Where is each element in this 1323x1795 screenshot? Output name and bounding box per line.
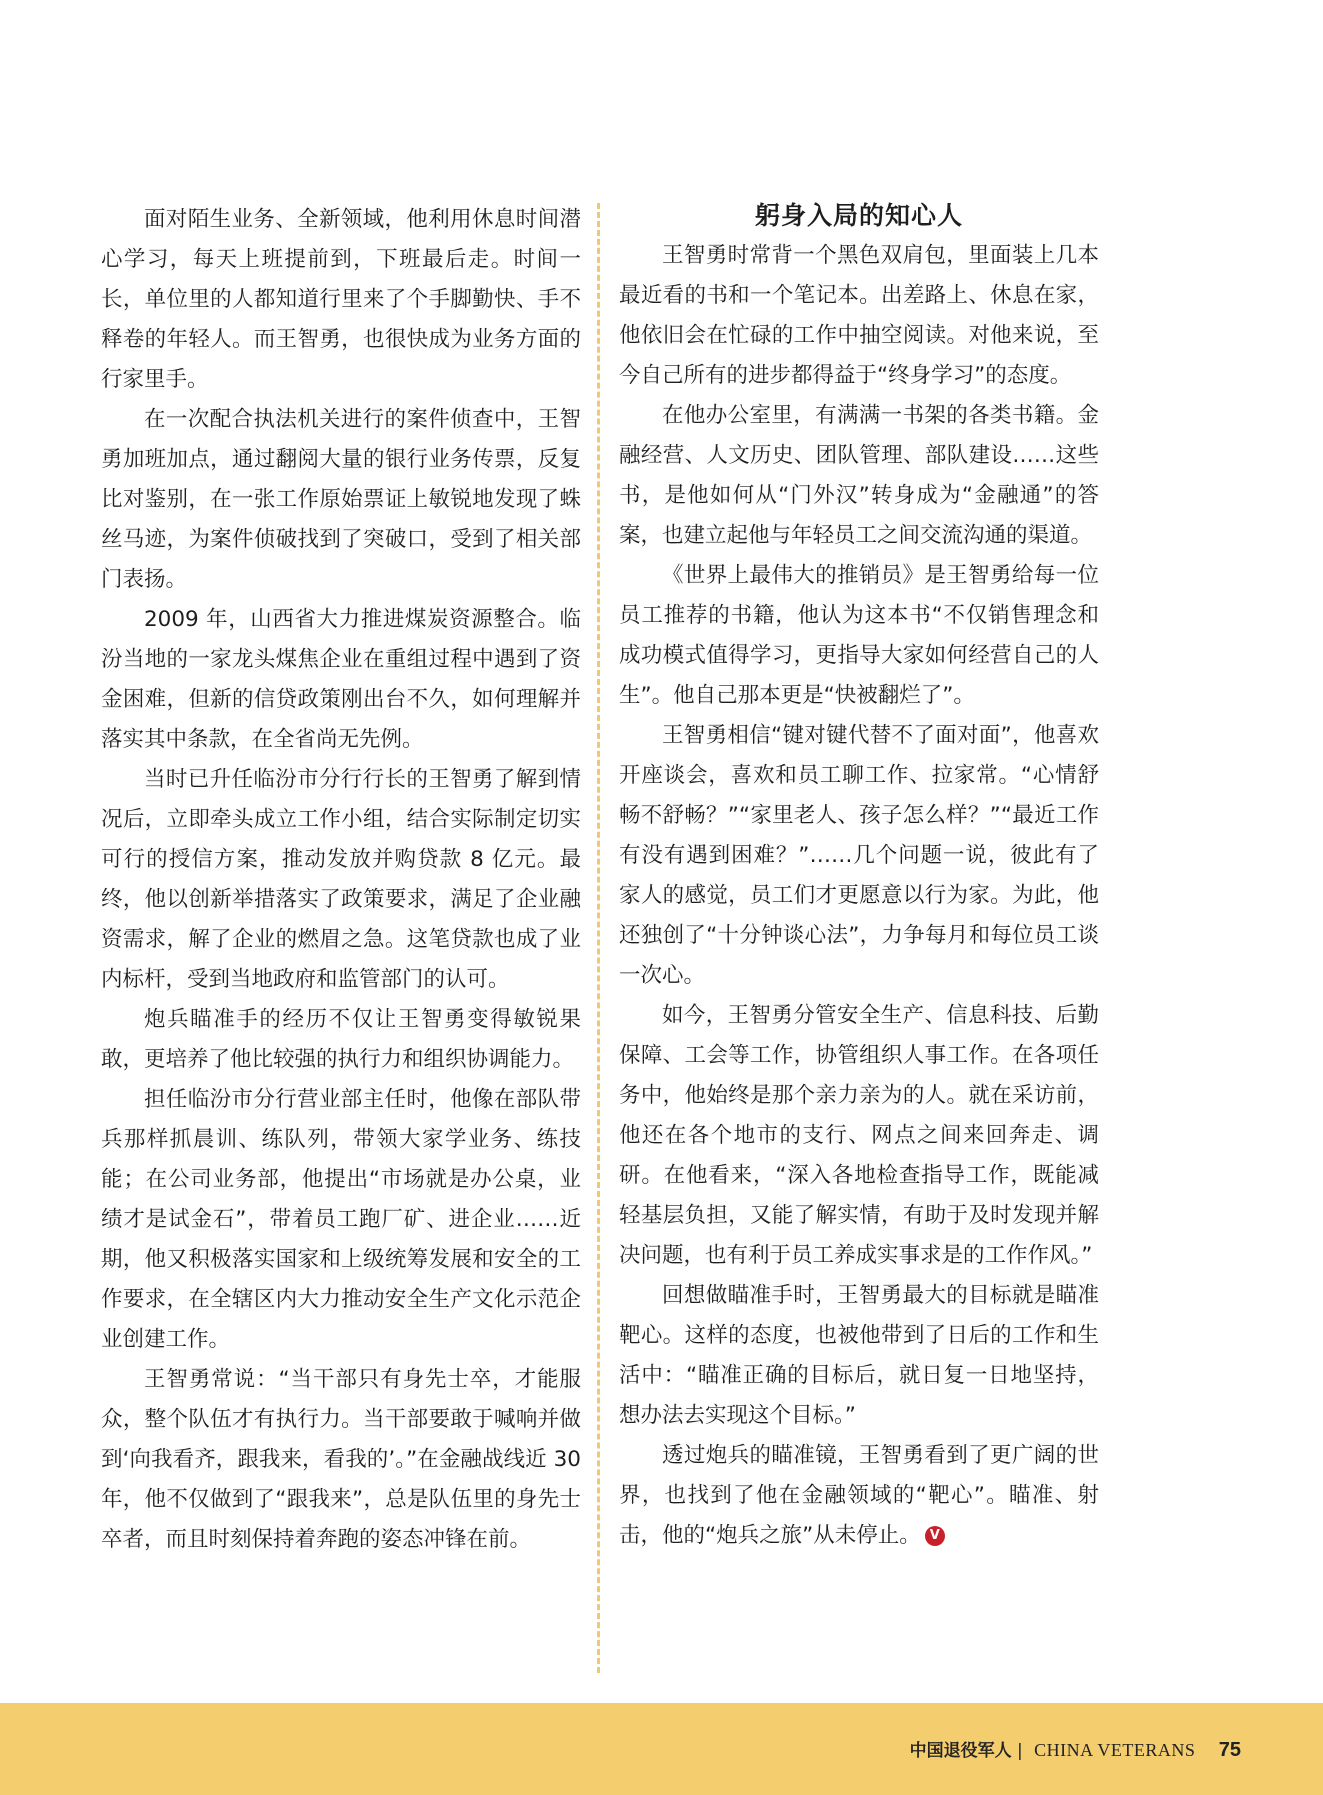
magazine-name-cn: 中国退役军人 [909, 1741, 1012, 1761]
column-divider [597, 203, 600, 1673]
section-heading: 躬身入局的知心人 [754, 201, 963, 230]
right-column [619, 196, 1099, 1556]
paragraph: 当时已升任临汾市分行行长的王智勇了解到情况后，立即牵头成立工作小组，结合实际制定切实可行的授信方案，推动发放并购贷款 8 亿元。最终，他以创新举措落实了政策要求，满足了企业融资需求，解了企业的燃眉之急。这笔贷款也成了业内标杆，受到当地政府和监管部门的认可。 [101, 767, 581, 992]
paragraph: 回想做瞄准手时，王智勇最大的目标就是瞄准靶心。这样的态度，也被他带到了日后的工作和生活中：“瞄准正确的目标后，就日复一日地坚持，想办法去实现这个目标。” [619, 1283, 1099, 1428]
footer-band [0, 1703, 1323, 1795]
footer-text [910, 1736, 1241, 1762]
paragraph: 担任临汾市分行营业部主任时，他像在部队带兵那样抓晨训、练队列，带领大家学业务、练技能；在公司业务部，他提出“市场就是办公桌，业绩才是试金石”，带着员工跑厂矿、进企业……近期，他又积极落实国家和上级统筹发展和安全的工作要求，在全辖区内大力推动安全生产文化示范企业创建工作。 [101, 1087, 581, 1352]
paragraph-text: 透过炮兵的瞄准镜，王智勇看到了更广阔的世界，也找到了他在金融领域的“靶心”。瞄准、射击，他的“炮兵之旅”从未停止。 [619, 1443, 1099, 1548]
paragraph: 王智勇常说：“当干部只有身先士卒，才能服众，整个队伍才有执行力。当干部要敢于喊响并做到‘向我看齐，跟我来，看我的’。”在金融战线近 30 年，他不仅做到了“跟我来”，总是队伍里的身先士卒者，而且时刻保持着奔跑的姿态冲锋在前。 [101, 1367, 581, 1552]
paragraph: 在一次配合执法机关进行的案件侦查中，王智勇加班加点，通过翻阅大量的银行业务传票，反复比对鉴别，在一张工作原始票证上敏锐地发现了蛛丝马迹，为案件侦破找到了突破口，受到了相关部门表扬。 [101, 407, 581, 592]
last-paragraph [619, 1436, 1099, 1556]
paragraph: 王智勇相信“键对键代替不了面对面”，他喜欢开座谈会，喜欢和员工聊工作、拉家常。“心情舒畅不舒畅？”“家里老人、孩子怎么样？”“最近工作有没有遇到困难？”……几个问题一说，彼此有了家人的感觉，员工们才更愿意以行为家。为此，他还独创了“十分钟谈心法”，力争每月和每位员工谈一次心。 [619, 723, 1099, 988]
page-number: 75 [1218, 1739, 1241, 1761]
paragraph: 《世界上最伟大的推销员》是王智勇给每一位员工推荐的书籍，他认为这本书“不仅销售理念和成功模式值得学习，更指导大家如何经营自己的人生”。他自己那本更是“快被翻烂了”。 [619, 563, 1099, 708]
paragraph: 面对陌生业务、全新领域，他利用休息时间潜心学习，每天上班提前到，下班最后走。时间一长，单位里的人都知道行里来了个手脚勤快、手不释卷的年轻人。而王智勇，也很快成为业务方面的行家里手。 [101, 207, 581, 392]
magazine-name-en: CHINA VETERANS [1034, 1740, 1196, 1760]
left-column [101, 200, 581, 1560]
paragraph: 在他办公室里，有满满一书架的各类书籍。金融经营、人文历史、团队管理、部队建设……这些书，是他如何从“门外汉”转身成为“金融通”的答案，也建立起他与年轻员工之间交流沟通的渠道。 [619, 403, 1099, 548]
end-mark-icon: V [925, 1526, 945, 1546]
paragraph: 炮兵瞄准手的经历不仅让王智勇变得敏锐果敢，更培养了他比较强的执行力和组织协调能力。 [101, 1007, 581, 1072]
paragraph: 王智勇时常背一个黑色双肩包，里面装上几本最近看的书和一个笔记本。出差路上、休息在家，他依旧会在忙碌的工作中抽空阅读。对他来说，至今自己所有的进步都得益于“终身学习”的态度。 [619, 243, 1099, 388]
paragraph: 2009 年，山西省大力推进煤炭资源整合。临汾当地的一家龙头煤焦企业在重组过程中遇到了资金困难，但新的信贷政策刚出台不久，如何理解并落实其中条款，在全省尚无先例。 [101, 607, 581, 752]
paragraph: 如今，王智勇分管安全生产、信息科技、后勤保障、工会等工作，协管组织人事工作。在各项任务中，他始终是那个亲力亲为的人。就在采访前，他还在各个地市的支行、网点之间来回奔走、调研。在他看来，“深入各地检查指导工作，既能减轻基层负担，又能了解实情，有助于及时发现并解决问题，也有利于员工养成实事求是的工作作风。” [619, 1003, 1099, 1268]
footer-separator: | [1017, 1741, 1023, 1761]
